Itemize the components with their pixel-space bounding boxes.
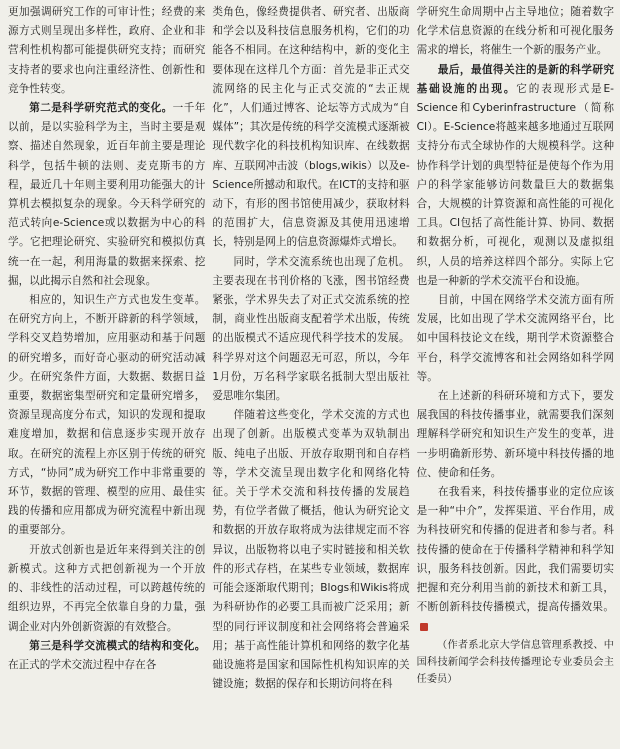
paragraph: 学研究生命周期中占主导地位；随着数字化学术信息资源的在线分析和可视化服务需求的增长，将催生一个新的服务产业。 — [416, 6, 614, 57]
author-note: （作者系北京大学信息管理系教授、中国科技新闻学会科技传播理论专业委员会主任委员） — [416, 639, 614, 685]
paragraph-text: 一千年以前，是以实验科学为主，当时主要是观察、描述自然现象，近百年前主要是理论科学，包括牛顿的法则、麦克斯韦的方程，最近几十年则主要利用功能强大的计算机去模拟复杂的现象。今天科学研究的范式转向e-Science或以数据为中心的科学。它把理论研究、实验研究和模拟仿真统一在一起，利用海量的数据来探索、挖掘，以此揭示自然和社会现象。 — [8, 102, 206, 287]
section-heading: 第三是科学交流模式的结构和变化。 — [29, 639, 206, 652]
paragraph-text: 在正式的学术交流过程中存在各 — [8, 658, 157, 671]
paragraph — [417, 61, 614, 291]
paragraph: 相应的，知识生产方式也发生变革。在研究方向上，不断开辟新的科学领域，学科交叉趋势增加，应用驱动和基于问题的研究增多，而好奇心驱动的研究活动减少。在研究条件方面，大数据、数据日益重要，数据密集型研究和定量研究增多，资源呈现高度分布式，知识的发现和提取难度增加，数据和信息逐步实现开放存取。在研究的流程上亦区别于传统的研究方式，“协同”成为研究工作中非常重要的环节，数据的管理、模型的应用、最佳实践的传播和应用都成为研究流程中新出现的重要部分。 — [8, 294, 206, 537]
paragraph: 同时，学术交流系统也出现了危机。主要表现在书刊价格的飞涨，图书馆经费紧张，学术界失去了对正式交流系统的控制，商业性出版商支配着学术出版，传统的出版模式不适应现代科学技术的发展。科学界对这个问题忍无可忍，所以，今年1月份，万名科学家联名抵制大型出版社爱思唯尔集团。 — [212, 255, 410, 403]
column-left — [8, 3, 205, 749]
paragraph: 类角色，像经费提供者、研究者、出版商和学会以及科技信息服务机构，它们的功能各不相同。在这种结构中，新的变化主要体现在这样几个方面：首先是非正式交流网络的民主化与正式交流的“去正规化”，人们通过博客、论坛等方式成为“自媒体”；其次是传统的科学交流模式逐渐被现代数字化的科技机构知识库、在线数据库、互联网冲击波（blogs,wikis）以及e-Science所撼动和取代。在ICT的支持和驱动下，有形的图书馆使用减少，获取材料的范围扩大，信息资源及其使用迅速增长，特别是网上的信息资源爆炸式增长。 — [212, 6, 410, 249]
column-middle — [212, 3, 409, 749]
paragraph: 开放式创新也是近年来得到关注的创新模式。这种方式把创新视为一个开放的、非线性的活动过程，可以跨越传统的组织边界，不再完全依靠自身的力量，强调企业对内外创新资源的有效整合。 — [8, 543, 206, 633]
paragraph: 伴随着这些变化，学术交流的方式也出现了创新。出版模式变革为双轨制出版、纯电子出版、开放存取期刊和自存档等，学术交流呈现出数字化和网络化特征。关于学术交流和科技传播的发展趋势，有位学者做了概括，他认为研究论文和数据的开放存取将成为法律规定而不容异议，出版物将以电子实时链接和相关软件的形式存档，在某些专业领域，数据库可能会逐渐取代期刊；Blogs和Wikis将成为科研协作的必要工具而被广泛采用；新型的同行评议制度和社会网络将会普遍采用；基于高性能计算机和网络的数字化基础设施将是国家和国际性机构知识库的关键设施；数据的保存和长期访问将在科 — [212, 409, 410, 691]
paragraph — [8, 99, 205, 291]
section-heading: 最后，最值得关注的是新的科学研究基础设施的出现。 — [416, 63, 614, 95]
paragraph-text: 它的表现形式是E-Science和Cyberinfrastructure（简称CI）。E-Science将越来越多地通过互联网支持分布式全球协作的大规模科学。这种协作科学计划的典型特征是使每个作为用户的科学家能够访问数量巨大的数据集合，大规模的计算资源和高性能的可视化工具。CI包括了高性能计算、协同、数据和数据分析，可视化，观测以及虚拟组织，人员的培养这样四个部分。实际上它也是一种新的学术交流平台和设施。 — [416, 82, 614, 287]
paragraph — [417, 483, 614, 637]
paragraph: 更加强调研究工作的可审计性；经费的来源方式则呈现出多样性，政府、企业和非营利性机构都可能提供研究支持；而研究支持者的要求也向注重经济性、创新性和竞争性转变。 — [8, 6, 206, 95]
column-right — [417, 3, 614, 749]
section-heading: 第二是科学研究范式的变化。 — [29, 102, 173, 115]
paragraph: 在上述新的科研环境和方式下，要发展我国的科技传播事业，就需要我们深刻理解科学研究和知识生产发生的变革，进一步明确新形势、新环境中科技传播的地位、使命和任务。 — [416, 390, 614, 479]
paragraph — [8, 637, 205, 675]
paragraph-text: 在我看来，科技传播事业的定位应该是一种“中介”，发挥渠道、平台作用，成为科技研究和传播的促进者和参与者。科技传播的使命在于传播科学精神和科学知识，服务科技创新。因此，我们需要切实把握和充分利用当前的新技术和新工具，不断创新科技传播模式，提高传播效果。 — [416, 486, 614, 614]
paragraph: 目前，中国在网络学术交流方面有所发展，比如出现了学术交流网络平台，比如中国科技论文在线，期刊学术资源整合平台，科学交流博客和社会网络如科学网等。 — [416, 294, 614, 383]
end-mark-icon — [420, 623, 428, 631]
